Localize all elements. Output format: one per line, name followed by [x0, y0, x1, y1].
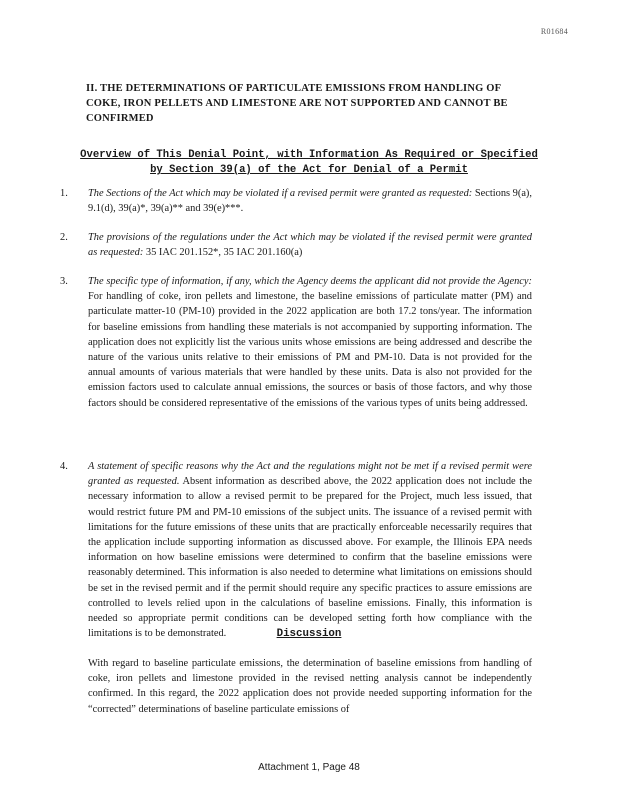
item-text: Absent information as described above, the 2022 application does not include the necessary information to allow a revised permit to be prepared for the Project, much less issued, that would restrict future PM and PM-10 emissions of the subject units. The issuance of a revised permit with limitations for the future emissions of these units that are practically enforceable necessarily requires that the application include supporting information as discussed above. For example, the Illinois EPA needs information on how baseline emissions were determined to confirm that the baseline emissions were reasonably determined. This information is also needed to determine what limitations on emissions should be set in the revised permit and if the permit should require any specific practices to assure emissions are controlled to levels relied upon in the calculations of baseline emissions. Finally, this information is needed so appropriate permit conditions can be developed setting forth how compliance with the limitations is to be demonstrated. [88, 476, 532, 640]
item-lead: A statement of specific reasons why the Act and the regulations might not be met if a revised permit were granted as requested. [88, 461, 532, 488]
discussion-paragraph: With regard to baseline particulate emissions, the determination of baseline emissions from handling of coke, iron pellets and limestone provided in the revised netting analysis cannot be independently confirmed. In this regard, the 2022 application does not provide needed supporting information for the “corrected” determinations of baseline particulate emissions of [88, 658, 532, 715]
document-id: R01684 [540, 27, 568, 36]
item-body [88, 459, 532, 641]
item-lead: The Sections of the Act which may be violated if a revised permit were granted as requested: [88, 188, 473, 199]
item-body [88, 230, 532, 260]
item-lead: The provisions of the regulations under the Act which may be violated if the revised permit were granted as requested: [88, 232, 532, 259]
item-body [88, 186, 532, 216]
item-number: 1. [60, 188, 68, 199]
overview-title: Overview of This Denial Point, with Information As Required or Specified by Section 39(a) of the Act for Denial of a Permit [80, 149, 538, 176]
item-number: 4. [60, 461, 68, 472]
discussion-title: Discussion [276, 628, 342, 640]
section-heading: II. THE DETERMINATIONS OF PARTICULATE EMISSIONS FROM HANDLING OF COKE, IRON PELLETS AND LIMESTONE ARE NOT SUPPORTED AND CANNOT BE CONFIRMED [86, 83, 508, 124]
page-footer: Attachment 1, Page 48 [258, 762, 360, 773]
item-text: 35 IAC 201.152*, 35 IAC 201.160(a) [143, 247, 303, 259]
item-body [88, 274, 532, 411]
item-text: Sections 9(a), 9.1(d), 39(a)*, 39(a)** and 39(e)***. [88, 188, 532, 215]
item-text: For handling of coke, iron pellets and limestone, the baseline emissions of particulate matter (PM) and particulate matter-10 (PM-10) provided in the 2022 application are both 17.2 tons/year. The information for baseline emissions from handling these materials is not accompanied by supporting information. The application does not explicitly list the various units whose emissions are being addressed and describe the nature of the various units relative to their emissions of PM and PM-10. Data is not provided for the annual amounts of various materials that were handled by these units. Data is also not provided for the emission factors used to calculate annual emissions, the sources or basis of those factors, and why those factors should be considered representative of the emissions of the various types of units being addressed. [88, 291, 532, 409]
item-number: 2. [60, 232, 68, 243]
item-number: 3. [60, 276, 68, 287]
item-lead: The specific type of information, if any, which the Agency deems the applicant did not provide the Agency: [88, 276, 532, 287]
